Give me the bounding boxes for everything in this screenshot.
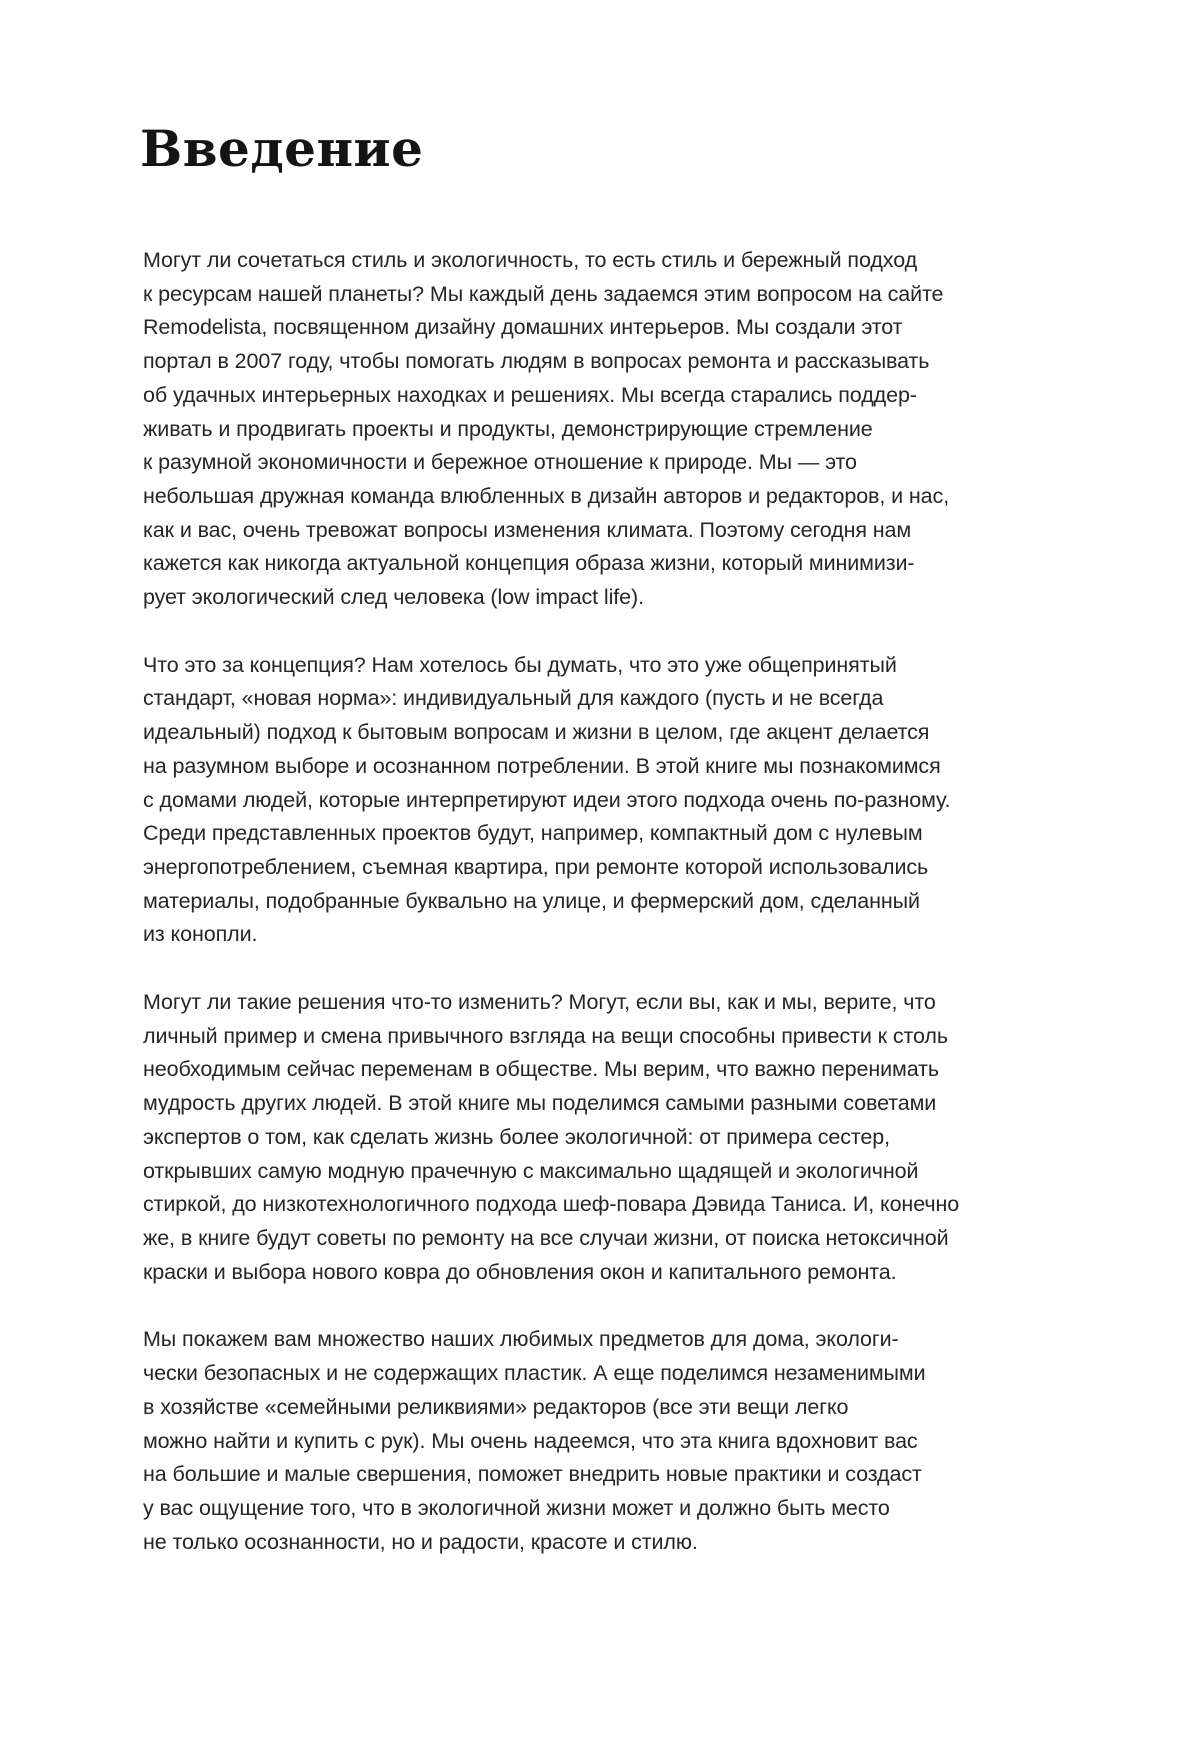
text-line: стандарт, «новая норма»: индивидуальный для каждого (пусть и не всегда (143, 686, 884, 711)
text-line: мудрость других людей. В этой книге мы поделимся самыми разными советами (143, 1091, 937, 1116)
text-line: не только осознанности, но и радости, красоте и стилю. (143, 1529, 698, 1554)
body-text (143, 244, 1143, 1593)
text-line: в хозяйстве «семейными реликвиями» редакторов (все эти вещи легко (143, 1394, 849, 1419)
text-line: личный пример и смена привычного взгляда на вещи способны привести к столь (143, 1023, 948, 1048)
text-line: об удачных интерьерных находках и решениях. Мы всегда старались поддер- (143, 382, 917, 407)
text-line: Могут ли сочетаться стиль и экологичность, то есть стиль и бережный подход (143, 248, 918, 272)
paragraph-4 (143, 1323, 1143, 1559)
text-line: небольшая дружная команда влюбленных в дизайн авторов и редакторов, и нас, (143, 483, 950, 508)
text-line: к разумной экономичности и бережное отношение к природе. Мы — это (143, 450, 857, 475)
paragraph-2 (143, 649, 1143, 952)
text-line: на разумном выборе и осознанном потреблении. В этой книге мы познакомимся (143, 753, 941, 778)
text-line: идеальный) подход к бытовым вопросам и жизни в целом, где акцент делается (143, 720, 930, 745)
text-line: открывших самую модную прачечную с максимально щадящей и экологичной (143, 1158, 919, 1183)
text-line: кажется как никогда актуальной концепция образа жизни, который минимизи- (143, 551, 915, 576)
text-line: у вас ощущение того, что в экологичной жизни может и должно быть место (143, 1495, 890, 1520)
text-line: экспертов о том, как сделать жизнь более экологичной: от примера сестер, (143, 1124, 890, 1149)
text-line: рует экологический след человека (low impact life). (143, 585, 644, 610)
text-line: материалы, подобранные буквально на улице, и фермерский дом, сделанный (143, 888, 920, 913)
text-line: стиркой, до низкотехнологичного подхода шеф-повара Дэвида Таниса. И, конечно (143, 1192, 960, 1217)
text-line: Мы покажем вам множество наших любимых предметов для дома, экологи- (143, 1327, 899, 1352)
text-line: можно найти и купить с рук). Мы очень надеемся, что эта книга вдохновит вас (143, 1428, 918, 1453)
text-line: как и вас, очень тревожат вопросы изменения климата. Поэтому сегодня нам (143, 517, 912, 542)
text-line: энергопотреблением, съемная квартира, при ремонте которой использовались (143, 854, 929, 879)
text-line: же, в книге будут советы по ремонту на все случаи жизни, от поиска нетоксичной (143, 1225, 949, 1250)
text-line: из конопли. (143, 922, 258, 947)
text-line: на большие и малые свершения, поможет внедрить новые практики и создаст (143, 1462, 922, 1487)
text-line: необходимым сейчас переменам в обществе. Мы верим, что важно перенимать (143, 1057, 939, 1082)
page-title: Введение (140, 119, 424, 178)
text-line: к ресурсам нашей планеты? Мы каждый день задаемся этим вопросом на сайте (143, 281, 944, 306)
text-line: живать и продвигать проекты и продукты, демонстрирующие стремление (143, 416, 873, 441)
text-line: портал в 2007 году, чтобы помогать людям в вопросах ремонта и рассказывать (143, 349, 930, 374)
text-line: краски и выбора нового ковра до обновления окон и капитального ремонта. (143, 1259, 897, 1284)
text-line: Что это за концепция? Нам хотелось бы думать, что это уже общепринятый (143, 652, 897, 677)
text-line: Remodelista, посвященном дизайну домашних интерьеров. Мы создали этот (143, 315, 903, 340)
paragraph-3 (143, 986, 1143, 1289)
text-line: с домами людей, которые интерпретируют идеи этого подхода очень по-разному. (143, 787, 951, 812)
text-line: чески безопасных и не содержащих пластик. А еще поделимся незаменимыми (143, 1361, 926, 1386)
paragraph-1 (143, 244, 1143, 615)
text-line: Могут ли такие решения что-то изменить? Могут, если вы, как и мы, верите, что (143, 990, 936, 1015)
text-line: Среди представленных проектов будут, например, компактный дом с нулевым (143, 821, 923, 846)
